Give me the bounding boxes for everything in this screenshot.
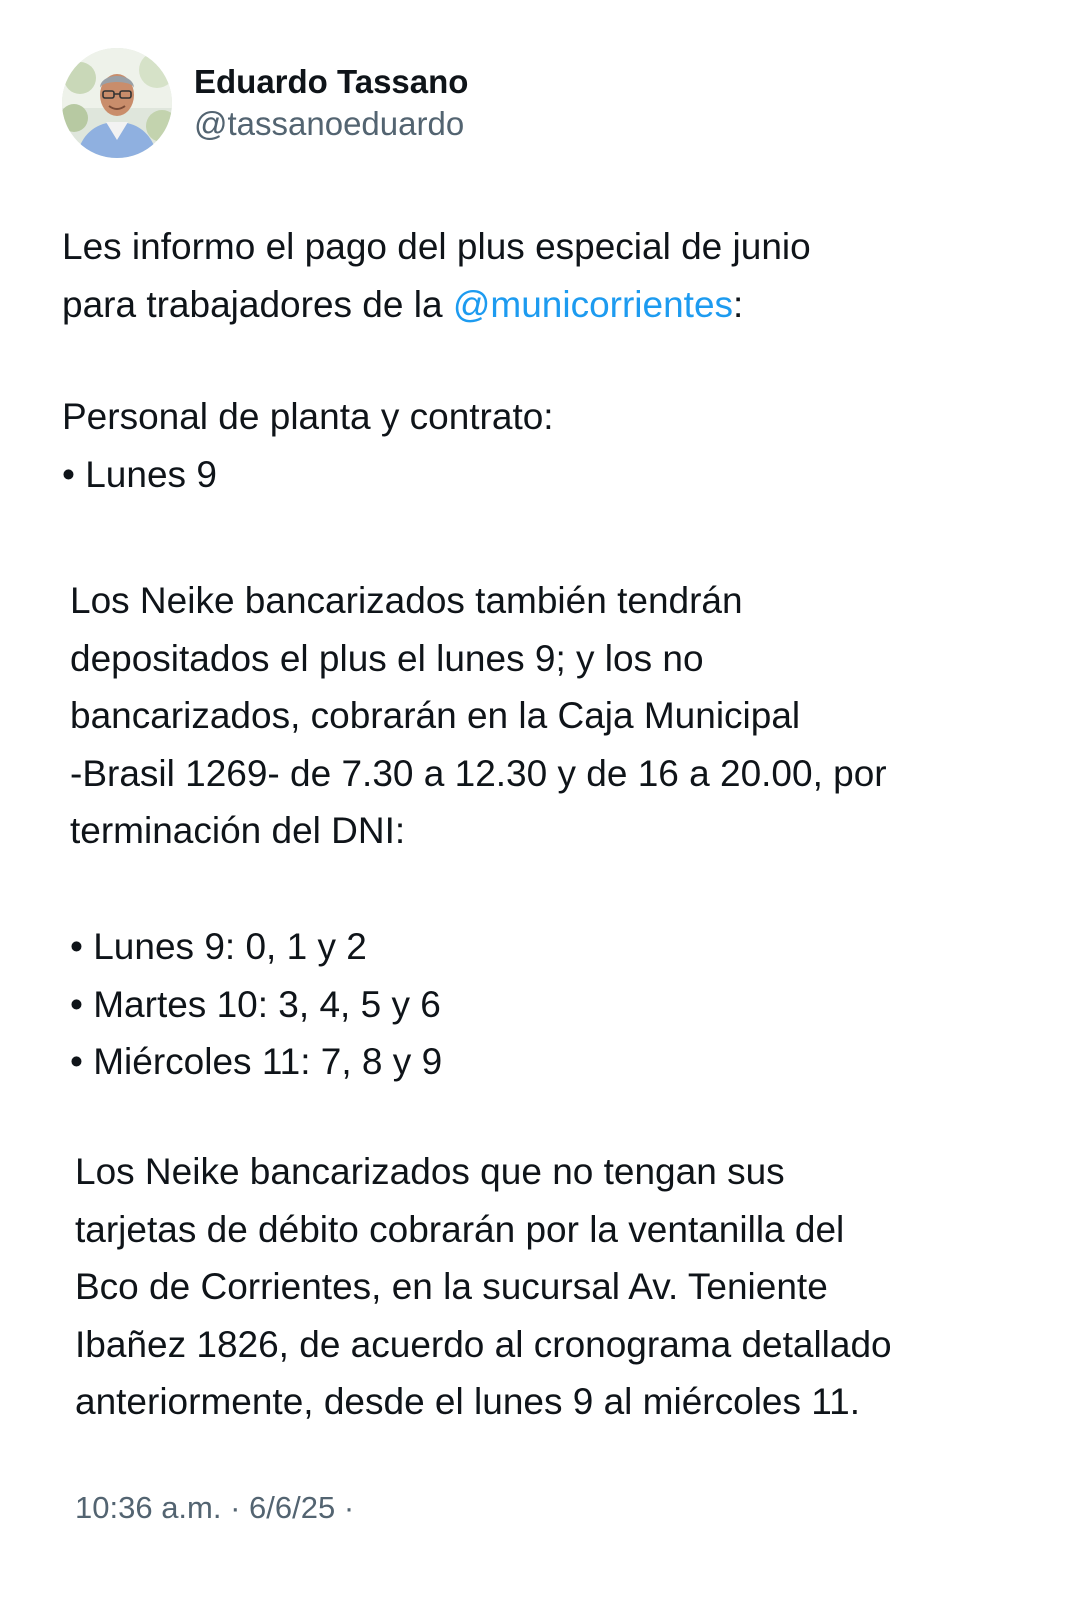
tweet-header — [62, 46, 468, 160]
author-handle[interactable]: @tassanoeduardo — [194, 105, 465, 142]
intro-line-1: Les informo el pago del plus especial de junio — [62, 226, 811, 267]
author-names — [194, 48, 468, 158]
neike-line: -Brasil 1269- de 7.30 a 12.30 y de 16 a 20.00, por — [70, 752, 887, 794]
schedule-item: • Miércoles 11: 7, 8 y 9 — [70, 1041, 443, 1082]
debit-paragraph — [75, 1143, 892, 1431]
profile-photo-icon — [62, 48, 172, 158]
debit-line: tarjetas de débito cobrarán por la ventanilla del — [75, 1208, 845, 1250]
schedule-list — [70, 918, 442, 1091]
staff-section — [62, 388, 554, 503]
neike-line: Los Neike bancarizados también tendrán — [70, 580, 743, 621]
debit-line: Bco de Corrientes, en la sucursal Av. Teniente — [75, 1266, 828, 1307]
intro-line-2 — [62, 276, 811, 334]
neike-line: terminación del DNI: — [70, 810, 406, 851]
debit-line: anteriormente, desde el lunes 9 al miércoles 11. — [75, 1381, 860, 1422]
debit-line: Los Neike bancarizados que no tengan sus — [75, 1151, 785, 1192]
intro-line-2-prefix: para trabajadores de la — [62, 283, 453, 325]
staff-item: • Lunes 9 — [62, 453, 217, 495]
avatar[interactable] — [62, 48, 172, 158]
tweet-timestamp[interactable]: 10:36 a.m. · 6/6/25 · — [75, 1490, 355, 1525]
intro-line-2-suffix: : — [733, 283, 744, 325]
author-display-name[interactable]: Eduardo Tassano — [194, 63, 469, 100]
debit-line: Ibañez 1826, de acuerdo al cronograma detallado — [75, 1323, 892, 1365]
mention-link[interactable]: @municorrientes — [452, 283, 734, 325]
staff-heading: Personal de planta y contrato: — [62, 396, 554, 437]
tweet-intro — [62, 218, 811, 333]
neike-line: bancarizados, cobrarán en la Caja Municipal — [70, 695, 801, 736]
schedule-item: • Lunes 9: 0, 1 y 2 — [70, 926, 367, 967]
neike-line: depositados el plus el lunes 9; y los no — [70, 637, 704, 679]
neike-paragraph — [70, 572, 887, 860]
schedule-item: • Martes 10: 3, 4, 5 y 6 — [70, 983, 441, 1025]
